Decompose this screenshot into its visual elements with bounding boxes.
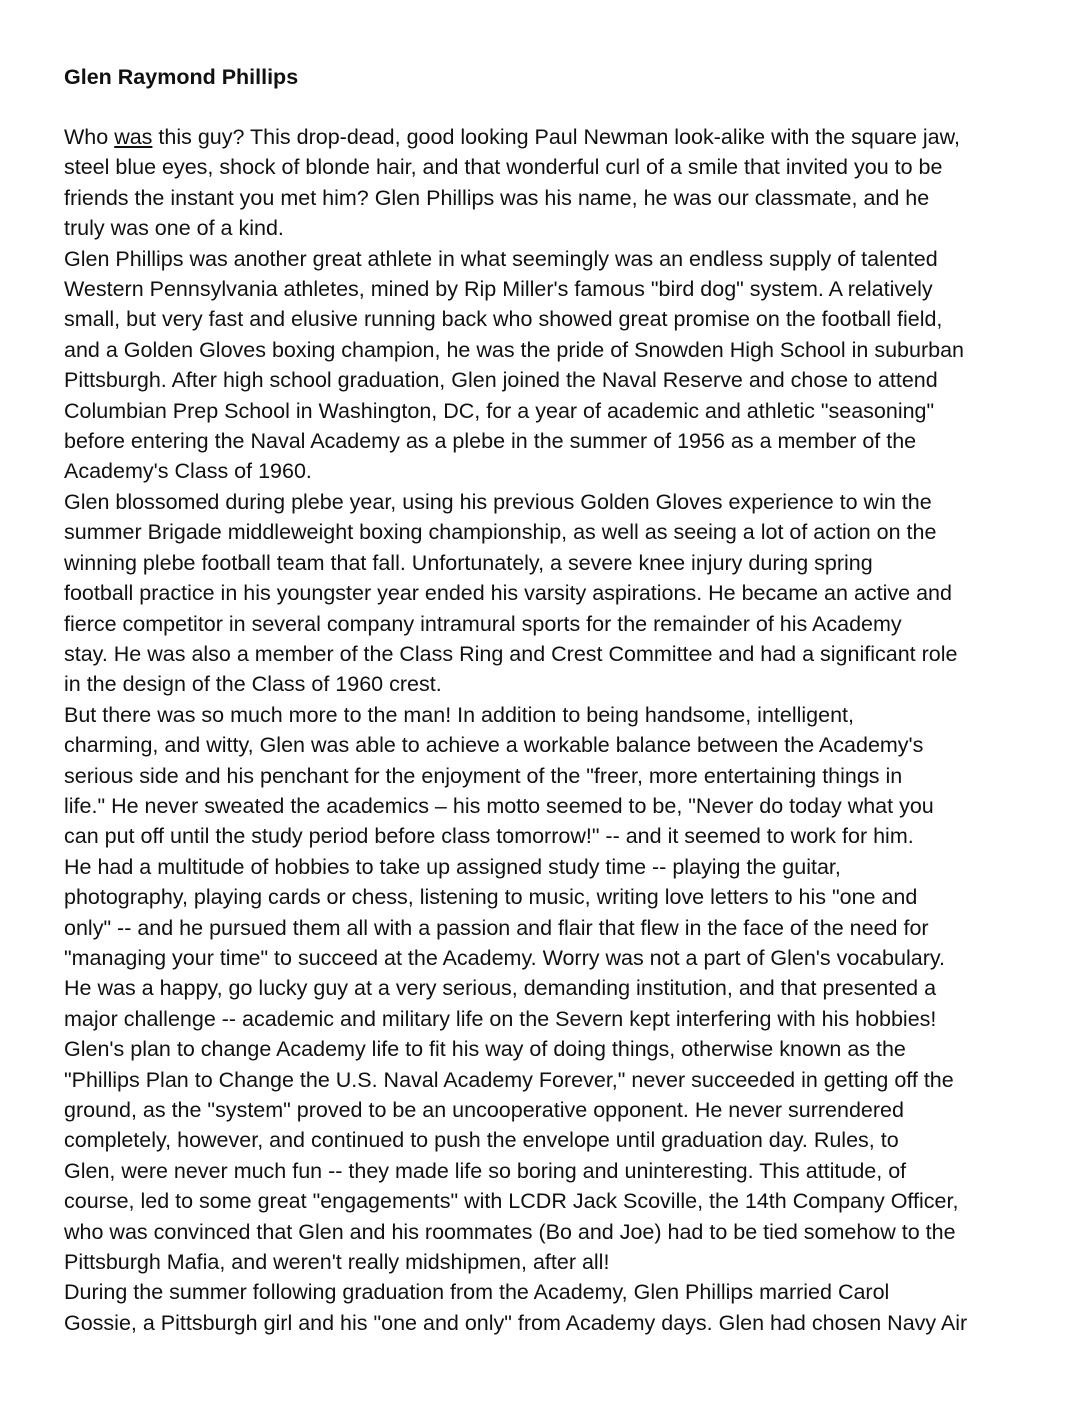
text-line: summer Brigade middleweight boxing championship, as well as seeing a lot of action on the <box>64 520 937 545</box>
text-line: But there was so much more to the man! In addition to being handsome, intelligent, <box>64 702 854 727</box>
document-title: Glen Raymond Phillips <box>64 65 299 89</box>
text-line: completely, however, and continued to push the envelope until graduation day. Rules, to <box>64 1128 899 1153</box>
text-line: winning plebe football team that fall. Unfortunately, a severe knee injury during spring <box>64 550 873 575</box>
text-line: truly was one of a kind. <box>64 216 284 241</box>
text-line: small, but very fast and elusive running back who showed great promise on the football field, <box>64 307 943 332</box>
text-line: who was convinced that Glen and his roommates (Bo and Joe) had to be tied somehow to the <box>64 1219 956 1244</box>
text-line: stay. He was also a member of the Class Ring and Crest Committee and had a significant role <box>64 641 958 666</box>
text-line: friends the instant you met him? Glen Phillips was his name, he was our classmate, and he <box>64 185 930 210</box>
text-line: Glen, were never much fun -- they made life so boring and uninteresting. This attitude, of <box>64 1158 907 1183</box>
text-line: Pittsburgh. After high school graduation, Glen joined the Naval Reserve and chose to attend <box>64 368 938 393</box>
text-line: before entering the Naval Academy as a plebe in the summer of 1956 as a member of the <box>64 429 917 454</box>
text-line: "managing your time" to succeed at the Academy. Worry was not a part of Glen's vocabulary. <box>64 945 945 970</box>
text-line: Glen Phillips was another great athlete in what seemingly was an endless supply of talented <box>64 246 938 271</box>
text-line: Pittsburgh Mafia, and weren't really midshipmen, after all! <box>64 1250 610 1275</box>
text-line: Glen's plan to change Academy life to fit his way of doing things, otherwise known as the <box>64 1037 906 1062</box>
text-line: steel blue eyes, shock of blonde hair, and that wonderful curl of a smile that invited you to be <box>64 155 943 180</box>
text-line: Columbian Prep School in Washington, DC, for a year of academic and athletic "seasoning" <box>64 398 935 423</box>
document-page <box>64 62 1024 1338</box>
text-line: fierce competitor in several company intramural sports for the remainder of his Academy <box>64 611 902 636</box>
text-line: ground, as the "system" proved to be an uncooperative opponent. He never surrendered <box>64 1098 904 1122</box>
text-line: Academy's Class of 1960. <box>64 459 312 484</box>
paragraph <box>64 122 1024 244</box>
text-line <box>64 122 1024 152</box>
paragraph <box>64 244 1024 487</box>
text-line: "Phillips Plan to Change the U.S. Naval Academy Forever," never succeeded in getting off the <box>64 1067 954 1092</box>
text-line: He had a multitude of hobbies to take up assigned study time -- playing the guitar, <box>64 854 841 879</box>
text-line: only" -- and he pursued them all with a passion and flair that flew in the face of the need for <box>64 915 929 940</box>
text-line: He was a happy, go lucky guy at a very serious, demanding institution, and that presented a <box>64 976 937 1001</box>
text-line: and a Golden Gloves boxing champion, he was the pride of Snowden High School in suburban <box>64 337 964 362</box>
text-line: During the summer following graduation from the Academy, Glen Phillips married Carol <box>64 1280 890 1305</box>
text-line: serious side and his penchant for the enjoyment of the "freer, more entertaining things in <box>64 763 903 788</box>
paragraph <box>64 487 1024 700</box>
text-line: major challenge -- academic and military life on the Severn kept interfering with his hobbies! <box>64 1006 937 1031</box>
text-line: course, led to some great "engagements" with LCDR Jack Scoville, the 14th Company Officer, <box>64 1189 959 1214</box>
text-line: football practice in his youngster year ended his varsity aspirations. He became an active and <box>64 581 952 606</box>
paragraph <box>64 700 1024 1278</box>
text-line: Glen blossomed during plebe year, using his previous Golden Gloves experience to win the <box>64 489 932 514</box>
text-segment: this guy? This drop-dead, good looking Paul Newman look-alike with the square jaw, <box>152 125 960 149</box>
document-body <box>64 122 1024 1338</box>
text-line: photography, playing cards or chess, listening to music, writing love letters to his "one and <box>64 885 918 910</box>
text-line: in the design of the Class of 1960 crest. <box>64 672 442 697</box>
text-line: can put off until the study period before class tomorrow!" -- and it seemed to work for him. <box>64 824 914 849</box>
text-line: Western Pennsylvania athletes, mined by Rip Miller's famous "bird dog" system. A relatively <box>64 277 933 302</box>
underlined-word: was <box>114 125 153 149</box>
text-line: charming, and witty, Glen was able to achieve a workable balance between the Academy's <box>64 733 924 758</box>
text-line: life." He never sweated the academics – his motto seemed to be, "Never do today what you <box>64 793 934 818</box>
text-line: Gossie, a Pittsburgh girl and his "one and only" from Academy days. Glen had chosen Navy Air <box>64 1310 968 1335</box>
text-segment: Who <box>64 125 115 149</box>
paragraph <box>64 1277 1024 1338</box>
